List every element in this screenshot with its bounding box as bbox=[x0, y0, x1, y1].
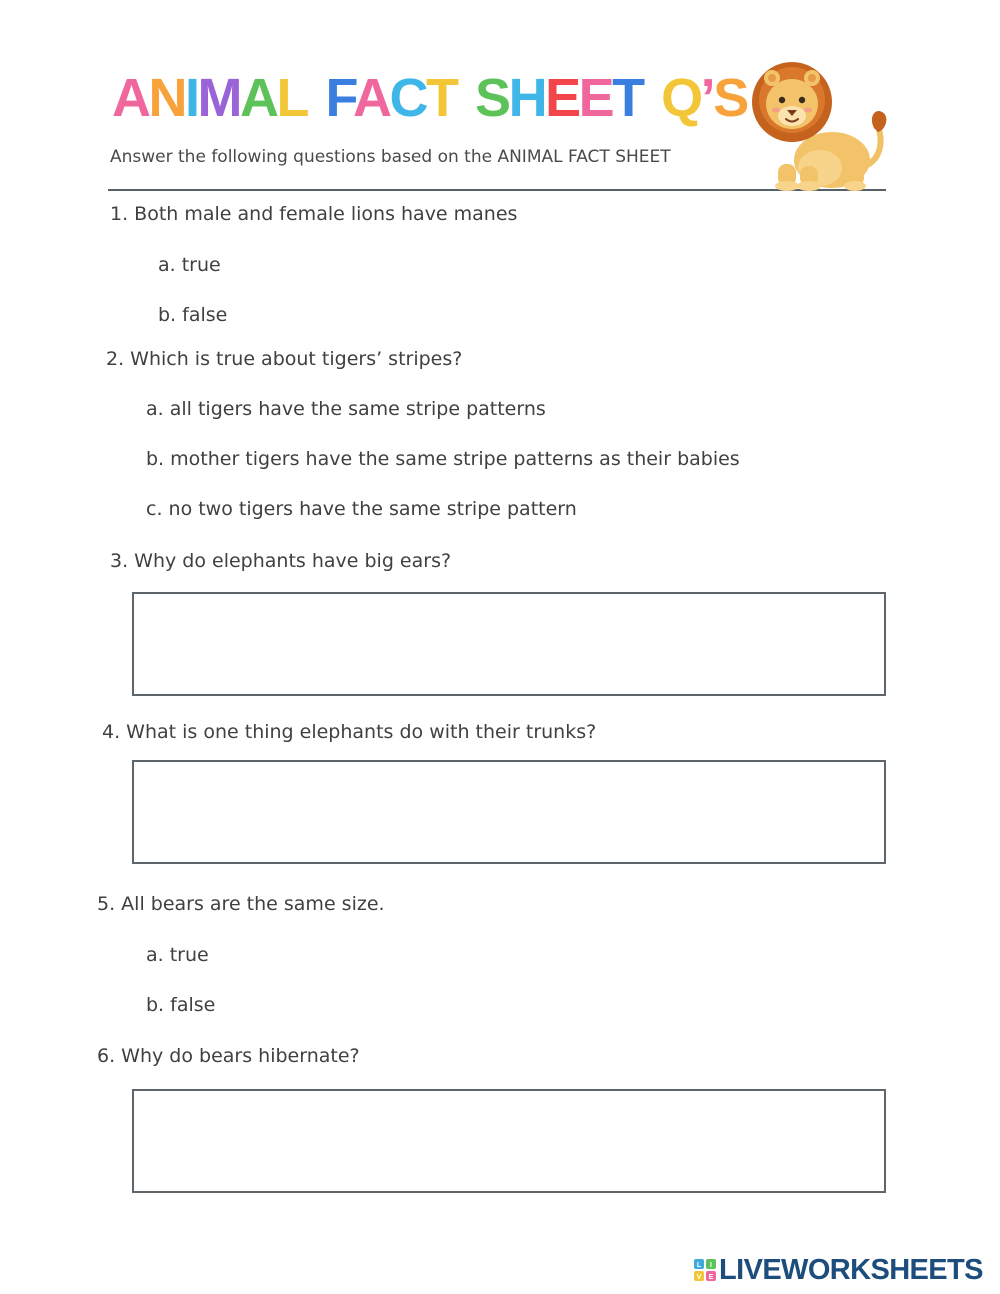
logo-mark-letter: E bbox=[708, 1274, 714, 1281]
lion-illustration bbox=[750, 56, 890, 192]
q1-option-a[interactable]: a. true bbox=[158, 254, 221, 276]
title-letter: H bbox=[508, 68, 546, 128]
question-2: 2. Which is true about tigers’ stripes? bbox=[106, 348, 463, 370]
logo-mark-letter: L bbox=[696, 1262, 702, 1269]
page-title bbox=[112, 68, 747, 128]
title-letter: M bbox=[197, 68, 240, 128]
question-6: 6. Why do bears hibernate? bbox=[97, 1045, 360, 1067]
liveworksheets-logo bbox=[694, 1255, 983, 1285]
q1-option-b[interactable]: b. false bbox=[158, 304, 228, 326]
title-letter: I bbox=[185, 68, 198, 128]
logo-mark-letter: V bbox=[696, 1274, 702, 1281]
title-letter: ’ bbox=[700, 68, 714, 128]
logo-mark-letter: I bbox=[710, 1262, 712, 1269]
q6-answer-box[interactable] bbox=[132, 1089, 886, 1193]
question-4: 4. What is one thing elephants do with their trunks? bbox=[102, 721, 597, 743]
title-letter: Q bbox=[661, 68, 701, 128]
question-3: 3. Why do elephants have big ears? bbox=[110, 550, 452, 572]
title-letter: T bbox=[612, 68, 643, 128]
q3-answer-box[interactable] bbox=[132, 592, 886, 696]
title-letter: S bbox=[713, 68, 747, 128]
q4-answer-box[interactable] bbox=[132, 760, 886, 864]
q2-option-a[interactable]: a. all tigers have the same stripe patterns bbox=[146, 398, 546, 420]
title-letter bbox=[307, 68, 320, 128]
q5-option-a[interactable]: a. true bbox=[146, 944, 209, 966]
title-letter: C bbox=[389, 68, 427, 128]
title-letter: A bbox=[240, 68, 277, 128]
logo-text: LIVEWORKSHEETS bbox=[719, 1253, 983, 1286]
q2-option-c[interactable]: c. no two tigers have the same stripe pattern bbox=[146, 498, 577, 520]
title-letter: L bbox=[276, 68, 307, 128]
title-letter: A bbox=[353, 68, 390, 128]
title-letter: E bbox=[545, 68, 579, 128]
title-letter: E bbox=[578, 68, 613, 128]
question-5: 5. All bears are the same size. bbox=[97, 893, 385, 915]
title-letter bbox=[457, 68, 470, 128]
title-letter: N bbox=[148, 68, 185, 128]
title-letter: F bbox=[325, 68, 354, 128]
instructions: Answer the following questions based on the ANIMAL FACT SHEET bbox=[110, 147, 671, 167]
q2-option-b[interactable]: b. mother tigers have the same stripe patterns as their babies bbox=[146, 448, 740, 470]
title-letter bbox=[643, 68, 656, 128]
title-letter: A bbox=[112, 68, 149, 128]
q5-option-b[interactable]: b. false bbox=[146, 994, 216, 1016]
title-letter: S bbox=[475, 68, 509, 128]
liveworksheets-mark-icon bbox=[694, 1259, 716, 1281]
question-1: 1. Both male and female lions have manes bbox=[110, 203, 518, 225]
title-letter: T bbox=[426, 68, 457, 128]
